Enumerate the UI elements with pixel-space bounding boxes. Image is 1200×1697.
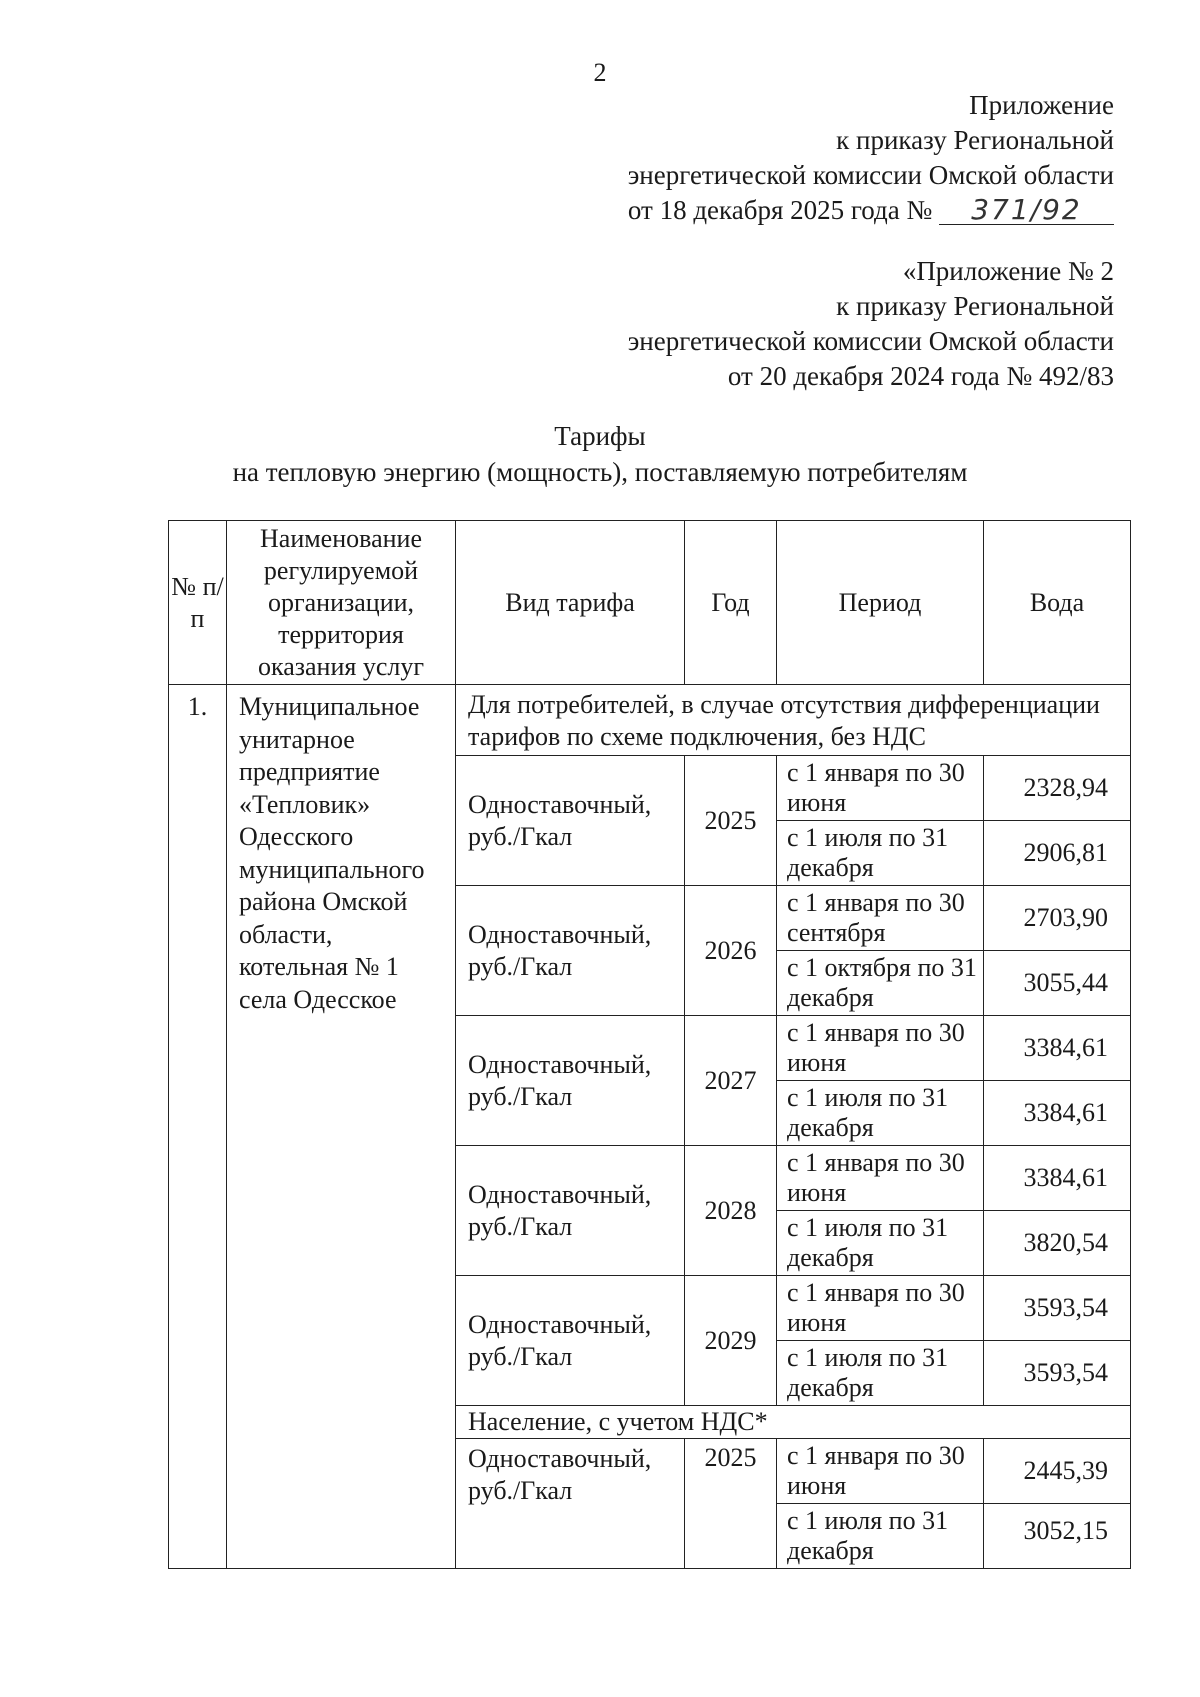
tariff-type: Одноставочный, руб./Гкал xyxy=(456,1276,685,1406)
tariff-table xyxy=(168,520,1131,1569)
tariff-period: с 1 июля по 31 декабря xyxy=(777,1504,984,1569)
tariff-period: с 1 января по 30 июня xyxy=(777,1016,984,1081)
tariff-type: Одноставочный, руб./Гкал xyxy=(456,1016,685,1146)
tariff-period: с 1 июля по 31 декабря xyxy=(777,821,984,886)
tariff-year: 2026 xyxy=(685,886,777,1016)
row-number: 1. xyxy=(169,685,227,1569)
approval-block-previous xyxy=(628,254,1114,394)
title-line: Тарифы xyxy=(554,421,646,451)
approval-date-line xyxy=(628,193,1114,228)
tariff-period: с 1 января по 30 сентября xyxy=(777,886,984,951)
tariff-period: с 1 января по 30 июня xyxy=(777,1276,984,1341)
tariff-period: с 1 октября по 31 декабря xyxy=(777,951,984,1016)
tariff-value: 3593,54 xyxy=(984,1276,1131,1341)
tariff-year: 2025 xyxy=(685,1439,777,1569)
tariff-value: 3820,54 xyxy=(984,1211,1131,1276)
section-heading: Население, с учетом НДС* xyxy=(456,1406,1131,1439)
tariff-year: 2029 xyxy=(685,1276,777,1406)
tariff-period: с 1 июля по 31 декабря xyxy=(777,1211,984,1276)
organization-name: Муниципальное унитарное предприятие «Тепловик» Одесского муниципального района Омской области, котельная № 1 села Одесское xyxy=(227,685,456,1569)
tariff-value: 2328,94 xyxy=(984,756,1131,821)
header-tariff-type: Вид тарифа xyxy=(456,521,685,685)
tariff-type: Одноставочный, руб./Гкал xyxy=(456,756,685,886)
header-period: Период xyxy=(777,521,984,685)
document-title xyxy=(0,418,1200,490)
tariff-type: Одноставочный, руб./Гкал xyxy=(456,886,685,1016)
tariff-period: с 1 июля по 31 декабря xyxy=(777,1341,984,1406)
tariff-value: 2703,90 xyxy=(984,886,1131,951)
approval-line: к приказу Региональной xyxy=(836,125,1114,155)
tariff-type: Одноставочный, руб./Гкал xyxy=(456,1146,685,1276)
tariff-period: с 1 января по 30 июня xyxy=(777,1439,984,1504)
approval-line: энергетической комиссии Омской области xyxy=(627,326,1114,356)
header-year: Год xyxy=(685,521,777,685)
tariff-value: 3593,54 xyxy=(984,1341,1131,1406)
tariff-year: 2025 xyxy=(685,756,777,886)
tariff-value: 3055,44 xyxy=(984,951,1131,1016)
tariff-value: 3052,15 xyxy=(984,1504,1131,1569)
section-heading: Для потребителей, в случае отсутствия дифференциации тарифов по схеме подключения, без НДС xyxy=(456,685,1131,756)
header-organization: Наименование регулируемой организации, территория оказания услуг xyxy=(227,521,456,685)
tariff-period: с 1 января по 30 июня xyxy=(777,1146,984,1211)
header-number: № п/ п xyxy=(169,521,227,685)
tariff-value: 3384,61 xyxy=(984,1146,1131,1211)
handwritten-order-number: 371/92 xyxy=(939,196,1114,225)
tariff-value: 2906,81 xyxy=(984,821,1131,886)
approval-line: Приложение xyxy=(969,90,1114,120)
title-line: на тепловую энергию (мощность), поставляемую потребителям xyxy=(232,457,968,487)
header-row xyxy=(169,521,1131,685)
approval-line: к приказу Региональной xyxy=(836,291,1114,321)
section-row xyxy=(169,685,1131,756)
approval-date: от 18 декабря 2025 года № xyxy=(627,195,933,225)
approval-line: энергетической комиссии Омской области xyxy=(627,160,1114,190)
tariff-type: Одноставочный, руб./Гкал xyxy=(456,1439,685,1569)
approval-block-current xyxy=(628,88,1114,228)
header-water: Вода xyxy=(984,521,1131,685)
tariff-value: 3384,61 xyxy=(984,1081,1131,1146)
approval-line: «Приложение № 2 xyxy=(902,256,1114,286)
tariff-year: 2028 xyxy=(685,1146,777,1276)
tariff-period: с 1 июля по 31 декабря xyxy=(777,1081,984,1146)
page-number: 2 xyxy=(593,58,607,87)
tariff-period: с 1 января по 30 июня xyxy=(777,756,984,821)
tariff-value: 2445,39 xyxy=(984,1439,1131,1504)
tariff-year: 2027 xyxy=(685,1016,777,1146)
tariff-value: 3384,61 xyxy=(984,1016,1131,1081)
approval-line: от 20 декабря 2024 года № 492/83 xyxy=(727,361,1114,391)
